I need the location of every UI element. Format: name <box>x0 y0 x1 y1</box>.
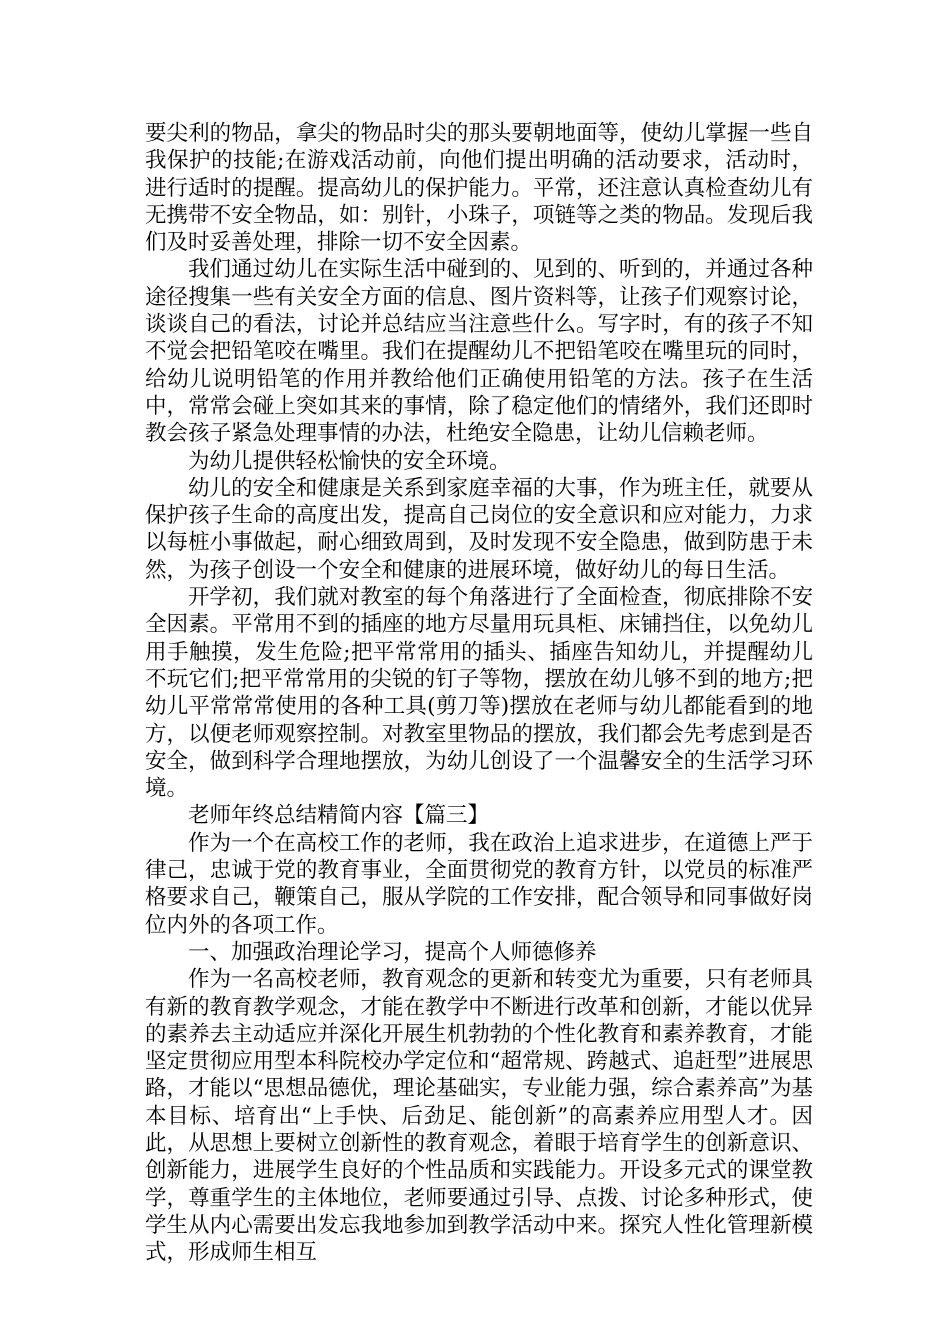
paragraph-safety-health: 幼儿的安全和健康是关系到家庭幸福的大事，作为班主任，就要从保护孩子生命的高度出发，提高自己岗位的安全意识和应对能力，力求以每桩小事做起，耐心细致周到，及时发现不安全隐患，做到防患于未然，为孩子创设一个安全和健康的进展环境，做好幼儿的每日生活。 <box>145 475 813 583</box>
section-heading-political-study: 一、加强政治理论学习，提高个人师德修养 <box>188 939 597 965</box>
paragraph-classroom-check: 开学初，我们就对教室的每个角落进行了全面检查，彻底排除不安全因素。平常用不到的插座的地方尽量用玩具柜、床铺挡住，以免幼儿用手触摸，发生危险;把平常常用的插头、插座告知幼儿，并提醒幼儿不玩它们;把平常常用的尖锐的钉子等物，摆放在幼儿够不到的地方;把幼儿平常常常使用的各种工具(剪刀等)摆放在老师与幼儿都能看到的地方，以便老师观察控制。对教室里物品的摆放，我们都会先考虑到是否安全，做到科学合理地摆放，为幼儿创设了一个温馨安全的生活学习环境。 <box>145 585 813 802</box>
paragraph-continuation: 要尖利的物品，拿尖的物品时尖的那头要朝地面等，使幼儿掌握一些自我保护的技能;在游戏活动前，向他们提出明确的活动要求，活动时，进行适时的提醒。提高幼儿的保护能力。平常，还注意认真检查幼儿有无携带不安全物品，如：别针，小珠子，项链等之类的物品。发现后我们及时妥善处理，排除一切不安全因素。 <box>145 121 813 256</box>
paragraph-subheading-environment: 为幼儿提供轻松愉快的安全环境。 <box>188 448 511 474</box>
document-page <box>145 120 813 1266</box>
paragraph-university-teacher: 作为一个在高校工作的老师，我在政治上追求进步，在道德上严于律己，忠诚于党的教育事业，全面贯彻党的教育方针，以党员的标准严格要求自己，鞭策自己，服从学院的工作安排，配合领导和同事做好岗位内外的各项工作。 <box>145 830 813 938</box>
section-title-part-three: 老师年终总结精简内容【篇三】 <box>188 803 490 829</box>
paragraph-education-concept: 作为一名高校老师，教育观念的更新和转变尤为重要，只有老师具有新的教育教学观念，才能在教学中不断进行改革和创新，才能以优异的素养去主动适应并深化开展生机勃勃的个性化教育和素养教育，才能坚定贯彻应用型本科院校办学定位和“超常规、跨越式、追赶型”进展思路，才能以“思想品德优，理论基础实，专业能力强，综合素养高”为基本目标、培育出“上手快、后劲足、能创新”的高素养应用型人才。因此，从思想上要树立创新性的教育观念，着眼于培育学生的创新意识、创新能力，进展学生良好的个性品质和实践能力。开设多元式的课堂教学，尊重学生的主体地位，老师要通过引导、点拨、讨论多种形式，使学生从内心需要出发忘我地参加到教学活动中来。探究人性化管理新模式，形成师生相互 <box>145 967 813 1266</box>
paragraph-safety-education: 我们通过幼儿在实际生活中碰到的、见到的、听到的，并通过各种途径搜集一些有关安全方面的信息、图片资料等，让孩子们观察讨论，谈谈自己的看法，讨论并总结应当注意些什么。写字时，有的孩子不知不觉会把铅笔咬在嘴里。我们在提醒幼儿不把铅笔咬在嘴里玩的同时，给幼儿说明铅笔的作用并教给他们正确使用铅笔的方法。孩子在生活中，常常会碰上突如其来的事情，除了稳定他们的情绪外，我们还即时教会孩子紧急处理事情的办法，杜绝安全隐患，让幼儿信赖老师。 <box>145 257 813 447</box>
